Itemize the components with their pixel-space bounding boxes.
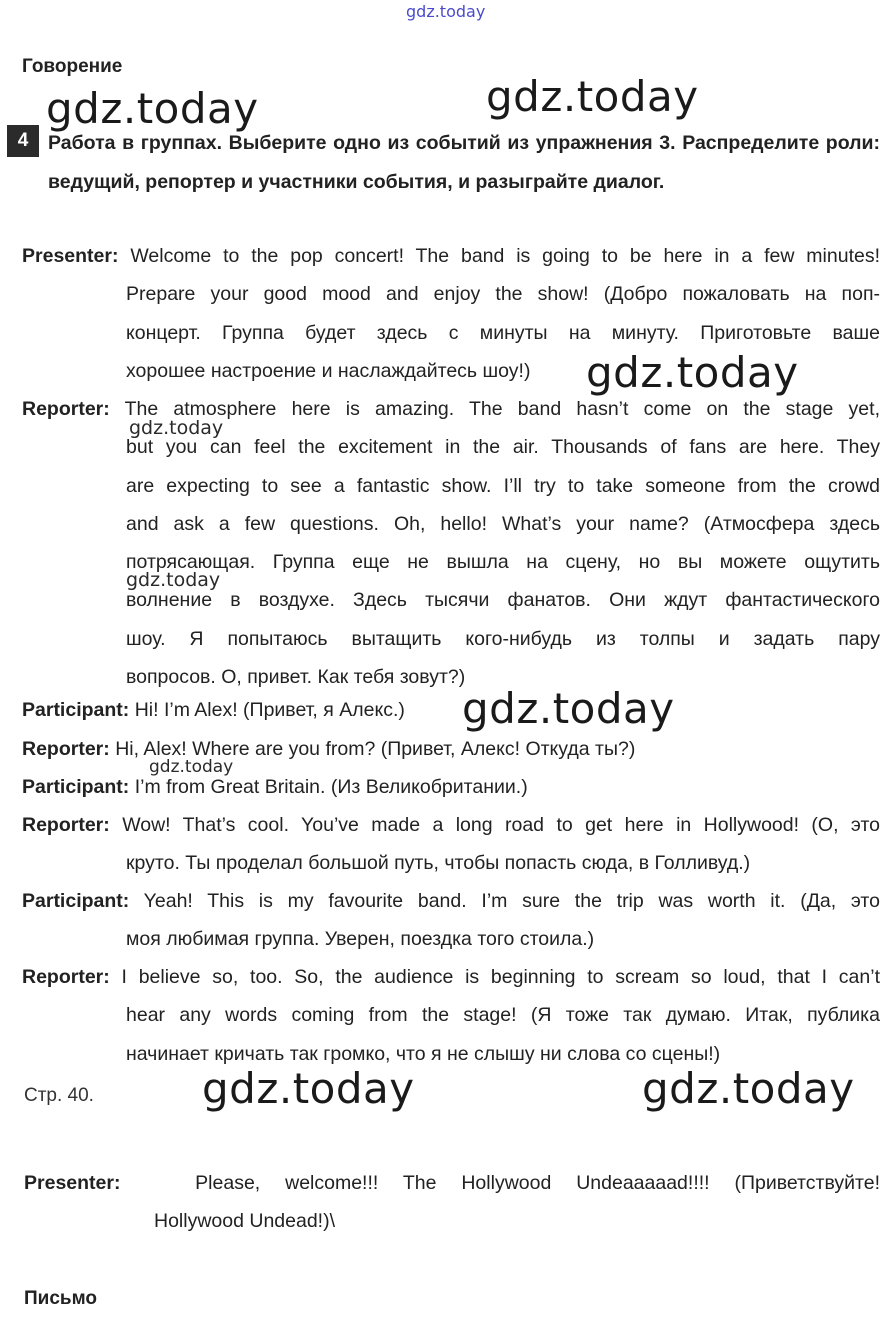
dialogue-line: хорошее настроение и наслаждайтесь шоу!) <box>126 359 531 382</box>
speaker-label: Participant: <box>22 776 130 798</box>
dialogue-entry-participant <box>22 882 880 959</box>
watermark-top: gdz.today <box>406 2 486 21</box>
watermark: gdz.today <box>149 757 234 777</box>
speaker-label: Reporter: <box>22 814 110 836</box>
dialogue-line: волнение в воздухе. Здесь тысячи фанатов. Они ждут фантастического <box>126 589 880 612</box>
watermark: gdz.today <box>126 569 221 591</box>
dialogue-line: вопросов. О, привет. Как тебя зовут?) <box>126 666 466 689</box>
section-heading-writing: Письмо <box>24 1288 97 1309</box>
dialogue-line: Yeah! This is my favourite band. I’m sure the trip was worth it. (Да, это <box>143 890 880 912</box>
dialogue-line: начинает кричать так громко, что я не слышу ни слова со сцены!) <box>126 1042 721 1065</box>
dialogue-line: hear any words coming from the stage! (Я тоже так думаю. Итак, публика <box>126 1004 880 1027</box>
watermark: gdz.today <box>46 84 259 133</box>
speaker-label: Presenter: <box>22 245 119 267</box>
speaker-label: Reporter: <box>22 738 110 760</box>
dialogue-line: are expecting to see a fantastic show. I’ll try to take someone from the crowd <box>126 474 880 497</box>
dialogue-line: круто. Ты проделал большой путь, чтобы попасть сюда, в Голливуд.) <box>126 852 751 875</box>
dialogue-line: Hollywood Undead!)\ <box>154 1210 336 1233</box>
dialogue-line: шоу. Я попытаюсь вытащить кого-нибудь из толпы и задать пару <box>126 627 880 650</box>
dialogue-line: and ask a few questions. Oh, hello! What’s your name? (Атмосфера здесь <box>126 512 880 535</box>
dialogue-line: Hi, Alex! Where are you from? (Привет, Алекс! Откуда ты?) <box>115 738 636 760</box>
watermark: gdz.today <box>202 1064 415 1113</box>
dialogue-entry-reporter <box>22 958 880 1073</box>
section-heading-speaking: Говорение <box>22 56 123 77</box>
dialogue-line: концерт. Группа будет здесь с минуты на минуту. Приготовьте ваше <box>126 321 880 344</box>
dialogue-line: The atmosphere here is amazing. The band hasn’t come on the stage yet, <box>124 398 880 420</box>
dialogue-line: Wow! That’s cool. You’ve made a long road to get here in Hollywood! (О, это <box>122 814 880 836</box>
task-instruction: Работа в группах. Выберите одно из событий из упражнения 3. Распределите роли: ведущий, репортер и участники события, и разыграйте диалог. <box>48 132 880 193</box>
speaker-label: Participant: <box>22 890 130 912</box>
dialogue-line: потрясающая. Группа еще не вышла на сцену, но вы можете ощутить <box>126 551 880 574</box>
dialogue-entry-participant <box>22 691 880 729</box>
dialogue-line: I believe so, too. So, the audience is beginning to scream so loud, that I can’t <box>121 966 880 988</box>
watermark: gdz.today <box>642 1064 855 1113</box>
speaker-label: Presenter: <box>24 1172 121 1194</box>
dialogue-entry-reporter <box>22 806 880 883</box>
speaker-label: Reporter: <box>22 398 110 420</box>
speaker-label: Reporter: <box>22 966 110 988</box>
dialogue-line: моя любимая группа. Уверен, поездка того стоила.) <box>126 928 595 951</box>
dialogue-line: I’m from Great Britain. (Из Великобритании.) <box>134 776 528 798</box>
watermark: gdz.today <box>486 72 699 121</box>
task-number-badge: 4 <box>7 125 39 157</box>
dialogue-line: Welcome to the pop concert! The band is going to be here in a few minutes! <box>130 245 880 267</box>
page-label: Стр. 40. <box>24 1085 94 1106</box>
dialogue-entry-participant <box>22 768 880 806</box>
dialogue-line: but you can feel the excitement in the air. Thousands of fans are here. They <box>126 436 880 459</box>
watermark: gdz.today <box>462 684 675 733</box>
dialogue-entry-presenter-final <box>24 1164 880 1241</box>
dialogue-line: Prepare your good mood and enjoy the show! (Добро пожаловать на поп- <box>126 283 880 306</box>
dialogue-line: Please, welcome!!! The Hollywood Undeaaaaad!!!! (Приветствуйте! <box>195 1172 880 1194</box>
watermark: gdz.today <box>586 348 799 397</box>
speaker-label: Participant: <box>22 699 130 721</box>
watermark: gdz.today <box>129 417 224 439</box>
dialogue-line: Hi! I’m Alex! (Привет, я Алекс.) <box>134 699 405 721</box>
